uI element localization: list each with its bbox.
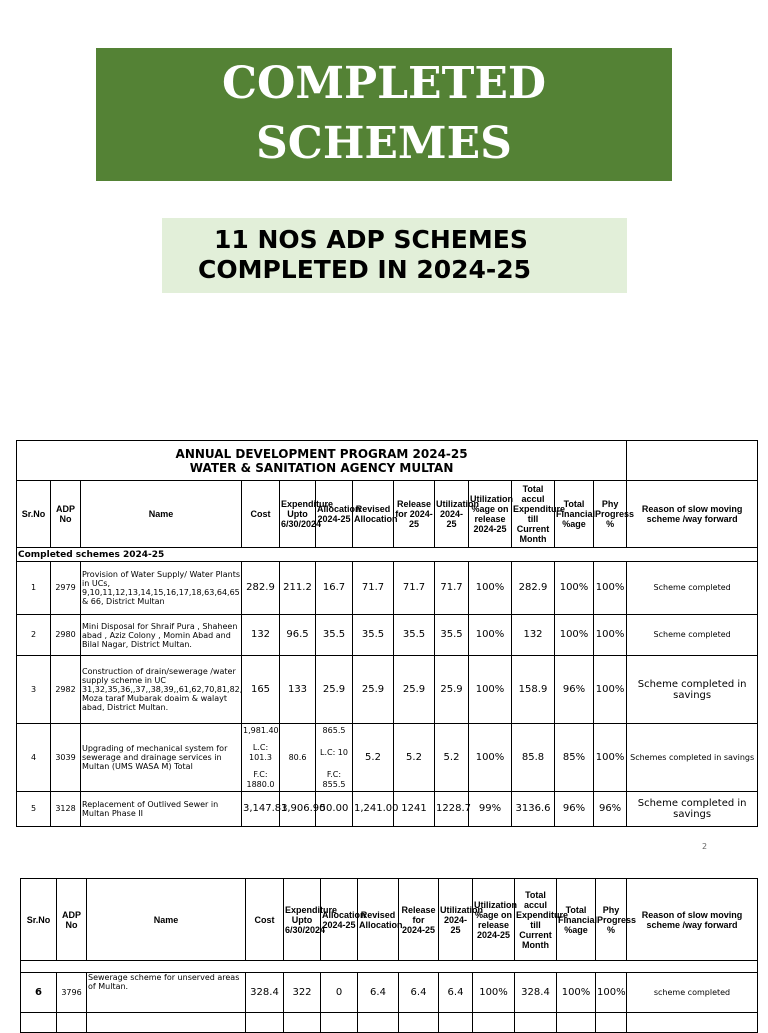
cell-adp: 3039 — [51, 724, 81, 792]
empty-cell — [439, 1013, 473, 1033]
banner-line-2: SCHEMES — [256, 118, 512, 169]
cell-accu: 85.8 — [512, 724, 555, 792]
alloc-fc: F.C: 855.5 — [322, 769, 346, 789]
header-reason: Reason of slow moving scheme /way forward — [627, 481, 758, 548]
subtitle-line-1: 11 NOS ADP SCHEMES — [214, 225, 528, 254]
header-row — [17, 481, 758, 548]
cell-util-pct: 100% — [469, 562, 512, 615]
cell-name: Replacement of Outlived Sewer in Multan Phase II — [81, 792, 242, 827]
table-row — [17, 656, 758, 724]
cell-adp: 3796 — [57, 973, 87, 1013]
table-title — [17, 441, 627, 481]
cell-phy: 100% — [596, 973, 627, 1013]
empty-cell — [515, 1013, 557, 1033]
alloc-lc: L.C: 10 — [319, 747, 348, 757]
cell-exp: 211.2 — [280, 562, 316, 615]
cell-release: 35.5 — [394, 615, 435, 656]
cell-accu: 282.9 — [512, 562, 555, 615]
empty-cell — [473, 1013, 515, 1033]
spacer-row — [21, 961, 758, 973]
cell-release: 1241 — [394, 792, 435, 827]
cell-cost: 3,147.83 — [242, 792, 280, 827]
cell-util-pct: 100% — [473, 973, 515, 1013]
header-utilization: Utilization 2024-25 — [435, 481, 469, 548]
header-adp: ADP No — [51, 481, 81, 548]
cell-exp: 80.6 — [280, 724, 316, 792]
header-total-accu: Total accul Expenditure till Current Month — [515, 879, 557, 961]
cost-fc: F.C: 1880.0 — [246, 769, 275, 789]
header-total-accu: Total accul Expenditure till Current Month — [512, 481, 555, 548]
cell-name: Mini Disposal for Shraif Pura , Shaheen abad , Aziz Colony , Momin Abad and Bilal Nagar, District Multan. — [81, 615, 242, 656]
cell-srno: 1 — [17, 562, 51, 615]
cell-cost: 165 — [242, 656, 280, 724]
page-number: 2 — [702, 842, 708, 851]
empty-cell — [246, 1013, 284, 1033]
cell-accu: 328.4 — [515, 973, 557, 1013]
cell-adp: 2979 — [51, 562, 81, 615]
header-util-pct: Utilization %age on release 2024-25 — [473, 879, 515, 961]
cell-util: 5.2 — [435, 724, 469, 792]
empty-cell — [596, 1013, 627, 1033]
header-expenditure: Expenditure Upto 6/30/2024 — [284, 879, 321, 961]
cell-reason: Scheme completed in savings — [627, 656, 758, 724]
cell-srno: 3 — [17, 656, 51, 724]
cell-util: 6.4 — [439, 973, 473, 1013]
subtitle-box — [162, 218, 627, 293]
cell-adp: 2980 — [51, 615, 81, 656]
header-name: Name — [87, 879, 246, 961]
cost-total: 1,981.40 — [243, 725, 279, 735]
section-label: Completed schemes 2024-25 — [17, 548, 758, 562]
cell-revised: 1,241.00 — [353, 792, 394, 827]
empty-cell — [321, 1013, 358, 1033]
empty-cell — [284, 1013, 321, 1033]
cell-exp: 1,906.90 — [280, 792, 316, 827]
cell-alloc: 0 — [321, 973, 358, 1013]
header-util-pct: Utilization %age on release 2024-25 — [469, 481, 512, 548]
table-row — [17, 615, 758, 656]
header-revised: Revised Allocation — [358, 879, 399, 961]
cell-cost: 282.9 — [242, 562, 280, 615]
header-expenditure: Expenditure Upto 6/30/2024 — [280, 481, 316, 548]
cell-alloc: 50.00 — [316, 792, 353, 827]
empty-cell — [87, 1013, 246, 1033]
cell-util-pct: 99% — [469, 792, 512, 827]
title-blank — [627, 441, 758, 481]
header-phy: Phy Progress % — [596, 879, 627, 961]
empty-cell — [627, 1013, 758, 1033]
cell-release: 6.4 — [399, 973, 439, 1013]
cell-release: 25.9 — [394, 656, 435, 724]
cell-util-pct: 100% — [469, 724, 512, 792]
cell-util: 25.9 — [435, 656, 469, 724]
cell-alloc: 35.5 — [316, 615, 353, 656]
empty-cell — [557, 1013, 596, 1033]
cell-fin: 85% — [555, 724, 594, 792]
header-row — [21, 879, 758, 961]
cell-alloc: 25.9 — [316, 656, 353, 724]
cell-revised: 35.5 — [353, 615, 394, 656]
cell-fin: 100% — [555, 615, 594, 656]
cell-srno: 2 — [17, 615, 51, 656]
cell-util-pct: 100% — [469, 656, 512, 724]
cell-fin: 100% — [555, 562, 594, 615]
cell-reason: Scheme completed — [627, 562, 758, 615]
subtitle-line-2: COMPLETED IN 2024-25 — [198, 255, 532, 284]
cell-util: 1228.7 — [435, 792, 469, 827]
table-row — [17, 562, 758, 615]
cell-release: 5.2 — [394, 724, 435, 792]
table-row — [17, 724, 758, 792]
cell-util: 35.5 — [435, 615, 469, 656]
cell-name: Sewerage scheme for unserved areas of Multan. — [87, 973, 246, 1013]
cell-adp: 3128 — [51, 792, 81, 827]
adp-table-continued — [20, 878, 758, 1033]
cell-alloc — [316, 724, 353, 792]
cell-phy: 100% — [594, 724, 627, 792]
header-srno: Sr.No — [21, 879, 57, 961]
cell-name: Provision of Water Supply/ Water Plants in UCs, 9,10,11,12,13,14,15,16,17,18,63,64,65 & 66, District Multan — [81, 562, 242, 615]
empty-cell — [358, 1013, 399, 1033]
header-cost: Cost — [242, 481, 280, 548]
table-title-line-2: WATER & SANITATION AGENCY MULTAN — [189, 460, 454, 475]
cell-phy: 100% — [594, 562, 627, 615]
cost-lc: L.C: 101.3 — [249, 742, 272, 762]
cell-exp: 133 — [280, 656, 316, 724]
cell-phy: 100% — [594, 615, 627, 656]
cell-fin: 100% — [557, 973, 596, 1013]
header-srno: Sr.No — [17, 481, 51, 548]
table-title-line-1: ANNUAL DEVELOPMENT PROGRAM 2024-25 — [175, 446, 468, 461]
cell-util-pct: 100% — [469, 615, 512, 656]
banner-line-1: COMPLETED — [221, 58, 547, 109]
cell-revised: 6.4 — [358, 973, 399, 1013]
adp-table — [16, 440, 758, 827]
cell-util: 71.7 — [435, 562, 469, 615]
cell-release: 71.7 — [394, 562, 435, 615]
header-phy: Phy Progress % — [594, 481, 627, 548]
table-row — [21, 973, 758, 1013]
cell-phy: 100% — [594, 656, 627, 724]
cell-exp: 322 — [284, 973, 321, 1013]
table-row — [17, 792, 758, 827]
cell-name: Upgrading of mechanical system for sewerage and drainage services in Multan (UMS WASA M) Total — [81, 724, 242, 792]
header-release: Release for 2024-25 — [399, 879, 439, 961]
cell-srno: 4 — [17, 724, 51, 792]
header-name: Name — [81, 481, 242, 548]
header-total-fin: Total Financial %age — [555, 481, 594, 548]
cell-revised: 25.9 — [353, 656, 394, 724]
cell-fin: 96% — [555, 792, 594, 827]
cell-accu: 132 — [512, 615, 555, 656]
cell-srno: 6 — [21, 973, 57, 1013]
cell-accu: 158.9 — [512, 656, 555, 724]
header-cost: Cost — [246, 879, 284, 961]
cell-reason: Schemes completed in savings — [627, 724, 758, 792]
cell-cost: 328.4 — [246, 973, 284, 1013]
alloc-total: 865.5 — [322, 725, 346, 735]
cell-phy: 96% — [594, 792, 627, 827]
cell-reason: scheme completed — [627, 973, 758, 1013]
cell-exp: 96.5 — [280, 615, 316, 656]
header-release: Release for 2024-25 — [394, 481, 435, 548]
empty-cell — [399, 1013, 439, 1033]
cell-adp: 2982 — [51, 656, 81, 724]
empty-cell — [21, 1013, 57, 1033]
cell-cost — [242, 724, 280, 792]
cell-fin: 96% — [555, 656, 594, 724]
cell-name: Construction of drain/sewerage /water supply scheme in UC 31,32,35,36,,37,,38,39,,61,62,70,81,82, Moza taraf Mubarak doaim & walayt abad, District Multan. — [81, 656, 242, 724]
cell-reason: Scheme completed — [627, 615, 758, 656]
cell-reason: Scheme completed in savings — [627, 792, 758, 827]
cell-cost: 132 — [242, 615, 280, 656]
cell-revised: 71.7 — [353, 562, 394, 615]
header-total-fin: Total Financial %age — [557, 879, 596, 961]
header-revised: Revised Allocation — [353, 481, 394, 548]
empty-cell — [57, 1013, 87, 1033]
cell-accu: 3136.6 — [512, 792, 555, 827]
cell-srno: 5 — [17, 792, 51, 827]
header-reason: Reason of slow moving scheme /way forward — [627, 879, 758, 961]
cell-revised: 5.2 — [353, 724, 394, 792]
completed-schemes-banner — [96, 48, 672, 181]
header-allocation: Allocation 2024-25 — [316, 481, 353, 548]
header-utilization: Utilization 2024-25 — [439, 879, 473, 961]
header-adp: ADP No — [57, 879, 87, 961]
header-allocation: Allocation 2024-25 — [321, 879, 358, 961]
cell-alloc: 16.7 — [316, 562, 353, 615]
